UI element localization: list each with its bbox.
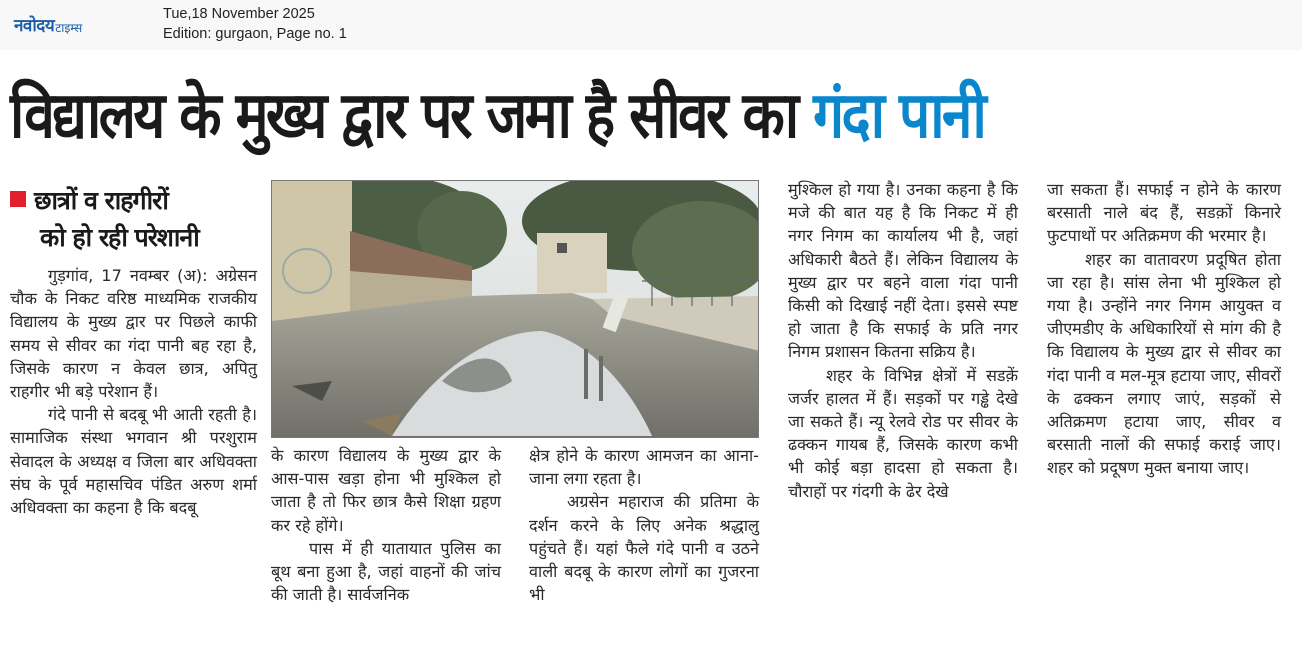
headline-main: विद्यालय के मुख्य द्वार पर जमा है सीवर का [10, 79, 814, 153]
article-headline [10, 66, 1119, 166]
paragraph: मुश्किल हो गया है। उनका कहना है कि मजे की बात यह है कि निकट में ही नगर निगम का कार्यालय भी है, जहां अधिकारी बैठते हैं। लेकिन विद्यालय के मुख्य द्वार पर बहने वाला गंदा पानी किसी को दिखाई नहीं देता। इससे स्पष्ट हो जाता है कि सफाई के प्रति नगर निगम प्रशासन कितना सक्रिय है। [788, 180, 1018, 362]
article-column-5 [1047, 178, 1281, 480]
epaper-header [0, 0, 1302, 50]
paragraph: के कारण विद्यालय के मुख्य द्वार के आस-पास खड़ा होना भी मुश्किल हो जाता है तो फिर छात्र कैसे शिक्षा ग्रहण कर रहे होंगे। [271, 446, 501, 535]
red-square-bullet-icon [10, 191, 26, 207]
edition-page: Edition: gurgaon, Page no. 1 [163, 26, 347, 42]
edition-info [163, 4, 347, 44]
subhead-line-1: छात्रों व राहगीरों [34, 186, 168, 215]
sewage-street-photo [272, 181, 759, 438]
paragraph: अग्रसेन महाराज की प्रतिमा के दर्शन करने के लिए अनेक श्रद्धालु पहुंचते हैं। यहां फैले गंदे पानी व उठने वाली बदबू के कारण लोगों का गुजरना भी [529, 492, 759, 605]
headline-accent: गंदा पानी [813, 79, 985, 153]
publication-date: Tue,18 November 2025 [163, 6, 315, 22]
article-photo [271, 180, 759, 438]
paragraph: क्षेत्र होने के कारण आमजन का आना-जाना लगा रहता है। [529, 446, 759, 489]
article-column-4 [788, 178, 1018, 503]
subhead-line-2: को हो रही परेशानी [40, 223, 199, 252]
paragraph: गंदे पानी से बदबू भी आती रहती है। सामाजिक संस्था भगवान श्री परशुराम सेवादल के अध्यक्ष व जिला बार अधिवक्ता संघ के पूर्व महासचिव पंडित अरुण शर्मा अधिवक्ता का कहना है कि बदबू [10, 405, 257, 518]
article-column-1 [10, 264, 257, 519]
paragraph: गुड़गांव, 17 नवम्बर (अ): अग्रेसन चौक के निकट वरिष्ठ माध्यमिक राजकीय विद्यालय के मुख्य द्वार पर पिछले काफी समय से सीवर का गंदा पानी बह रहा है, जिसके कारण न केवल छात्र, अपितु राहगीर भी बड़े परेशान हैं। [10, 266, 257, 402]
article-column-3 [529, 444, 759, 606]
logo-sub-text: टाइम्स [55, 21, 83, 35]
article-column-2 [271, 444, 501, 606]
paragraph: शहर के विभिन्न क्षेत्रों में सडक़ें जर्जर हालत में हैं। सड़कों पर गड्ढे देखे जा सकते हैं। न्यू रेलवे रोड पर सीवर के ढक्कन गायब हैं, जिसके कारण कभी भी कोई बड़ा हादसा हो सकता है। चौराहों पर गंदगी के ढेर देखे [788, 365, 1018, 501]
paragraph: जा सकता हैं। सफाई न होने के कारण बरसाती नाले बंद हैं, सडक़ों किनारे फुटपाथों पर अतिक्रमण की भरमार है। [1047, 180, 1281, 246]
article-subheading [10, 182, 260, 256]
paragraph: पास में ही यातायात पुलिस का बूथ बना हुआ है, जहां वाहनों की जांच की जाती है। सार्वजनिक [271, 538, 501, 605]
paragraph: शहर का वातावरण प्रदूषित होता जा रहा है। सांस लेना भी मुश्किल हो गया है। उन्होंने नगर निगम आयुक्त व जीएमडीए के अधिकारियों से मांग की है कि विद्यालय के मुख्य द्वार से सीवर का गंदा पानी व मल-मूत्र हटाया जाए, सीवरों के ढक्कन लगाए जाएं, सड़कों से अतिक्रमण हटाया जाए, सीवर व बरसाती नालों की सफाई कराई जाए। शहर को प्रदूषण मुक्त बनाया जाए। [1047, 249, 1281, 478]
logo-main-text: नवोदय [14, 16, 55, 36]
newspaper-logo[interactable] [14, 10, 82, 36]
